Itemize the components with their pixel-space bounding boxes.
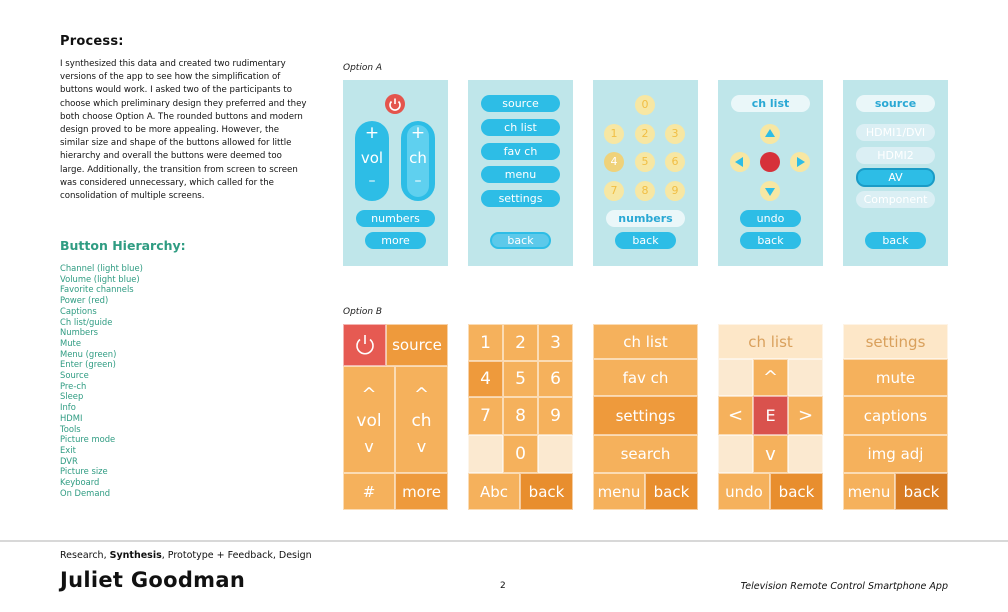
option-b-screen-5 xyxy=(843,324,948,510)
list-item: Volume (light blue) xyxy=(60,273,140,284)
av-button[interactable]: AV xyxy=(856,168,935,187)
option-b-screen-2 xyxy=(468,324,573,510)
ch-up[interactable]: ^ xyxy=(413,383,430,405)
list-item: Sleep xyxy=(60,391,84,402)
list-item: Power (red) xyxy=(60,295,109,306)
img-adj-button[interactable]: img adj xyxy=(843,435,948,473)
digit-9[interactable]: 9 xyxy=(538,397,573,435)
blank-tile xyxy=(538,435,573,473)
hdmi2-button[interactable]: HDMI2 xyxy=(856,147,935,164)
menu-button[interactable]: menu xyxy=(481,166,560,183)
arrow-right-button[interactable]: > xyxy=(788,396,823,435)
list-item: Ch list/guide xyxy=(60,316,113,327)
option-b-screen-1 xyxy=(343,324,448,510)
arrow-down-icon[interactable] xyxy=(760,181,780,201)
settings-button[interactable]: settings xyxy=(481,190,560,207)
option-a-screen-1 xyxy=(343,80,448,266)
digit-8[interactable]: 8 xyxy=(503,397,538,435)
option-a-screen-4 xyxy=(718,80,823,266)
arrow-down-button[interactable]: v xyxy=(753,435,788,473)
arrow-up-button[interactable]: ^ xyxy=(753,359,788,396)
ch-list-button[interactable]: ch list xyxy=(593,324,698,359)
power-icon xyxy=(352,332,378,358)
option-a-screen-5 xyxy=(843,80,948,266)
back-button[interactable]: back xyxy=(615,232,676,249)
volume-rocker[interactable] xyxy=(343,366,395,473)
digit-3[interactable]: 3 xyxy=(665,124,685,144)
abc-button[interactable]: Abc xyxy=(468,473,520,510)
undo-button[interactable]: undo xyxy=(718,473,770,510)
list-item: Picture mode xyxy=(60,434,116,445)
digit-1[interactable]: 1 xyxy=(604,124,624,144)
fav-ch-button[interactable]: fav ch xyxy=(481,143,560,160)
arrow-left-icon[interactable] xyxy=(730,152,750,172)
breadcrumb xyxy=(60,550,312,561)
channel-rocker[interactable] xyxy=(395,366,448,473)
blank-tile xyxy=(788,359,823,396)
list-item: On Demand xyxy=(60,487,111,498)
list-item: Mute xyxy=(60,337,81,348)
vol-up[interactable]: ^ xyxy=(361,383,377,405)
process-body: I synthesized this data and created two rudimentary versions of the app to see how the simplification of buttons would work. I asked two of the participants to choose which preliminary design they preferred and they both choose Option A. The rounded buttons and modern design proved to be more appealing. However, the similar size and shape of the buttons allowed for little hierarchy and overall the buttons were deemed too large. Additionally, the transition from screen to screen was considered unnecessary, which called for the consolidation of multiple screens. xyxy=(60,59,307,202)
digit-6[interactable]: 6 xyxy=(538,361,573,397)
enter-button[interactable]: E xyxy=(753,396,788,435)
ch-list-button[interactable]: ch list xyxy=(718,324,823,359)
list-item: Picture size xyxy=(60,466,108,477)
settings-button[interactable]: settings xyxy=(843,324,948,359)
digit-2[interactable]: 2 xyxy=(503,324,538,361)
list-item: DVR xyxy=(60,455,78,466)
ch-up[interactable]: + xyxy=(410,123,426,143)
breadcrumb-synthesis: Synthesis xyxy=(109,550,162,561)
option-a-label: Option A xyxy=(343,63,383,73)
channel-rocker[interactable] xyxy=(401,121,435,201)
list-item: Pre-ch xyxy=(60,380,87,391)
back-button[interactable]: back xyxy=(740,232,801,249)
numbers-button[interactable]: numbers xyxy=(606,210,685,227)
undo-button[interactable]: undo xyxy=(740,210,801,227)
ch-list-button[interactable]: ch list xyxy=(481,119,560,136)
more-button[interactable]: more xyxy=(365,232,426,249)
ch-down[interactable]: v xyxy=(416,436,427,456)
project-title: Television Remote Control Smartphone App xyxy=(740,581,948,592)
arrow-right-icon[interactable] xyxy=(790,152,810,172)
list-item: HDMI xyxy=(60,412,83,423)
menu-button[interactable]: menu xyxy=(843,473,895,510)
option-b-screen-4 xyxy=(718,324,823,510)
ch-list-button[interactable]: ch list xyxy=(731,95,810,112)
vol-up[interactable]: + xyxy=(364,123,380,143)
blank-tile xyxy=(788,435,823,473)
list-item: Favorite channels xyxy=(60,284,134,295)
option-a-screen-3 xyxy=(593,80,698,266)
more-button[interactable]: more xyxy=(395,473,448,510)
author-name: Juliet Goodman xyxy=(60,568,246,592)
digit-7[interactable]: 7 xyxy=(604,181,624,201)
ch-label: ch xyxy=(409,149,427,167)
digit-5[interactable]: 5 xyxy=(635,152,655,172)
button-hierarchy-heading: Button Hierarchy: xyxy=(60,238,186,253)
digit-4[interactable]: 4 xyxy=(468,361,503,397)
back-button[interactable]: back xyxy=(490,232,551,249)
digit-1[interactable]: 1 xyxy=(468,324,503,361)
option-b-label: Option B xyxy=(343,307,383,317)
vol-label: vol xyxy=(356,410,382,431)
list-item: Keyboard xyxy=(60,477,100,488)
digit-3[interactable]: 3 xyxy=(538,324,573,361)
digit-5[interactable]: 5 xyxy=(503,361,538,397)
digit-4[interactable]: 4 xyxy=(604,152,624,172)
vol-down[interactable]: – xyxy=(368,173,376,189)
fav-ch-button[interactable]: fav ch xyxy=(593,359,698,396)
numbers-button[interactable]: numbers xyxy=(356,210,435,227)
footer-divider xyxy=(0,540,1008,542)
list-item: Channel (light blue) xyxy=(60,263,143,273)
list-item: Captions xyxy=(60,305,97,316)
power-button[interactable] xyxy=(343,324,386,366)
breadcrumb-rest: , Prototype + Feedback, Design xyxy=(161,550,312,561)
blank-tile xyxy=(718,359,753,396)
back-button[interactable]: back xyxy=(770,473,823,510)
enter-icon[interactable] xyxy=(759,151,781,173)
source-button[interactable]: source xyxy=(386,324,448,366)
back-button[interactable]: back xyxy=(895,473,948,510)
component-button[interactable]: Component xyxy=(856,191,935,208)
ch-label: ch xyxy=(411,410,432,431)
captions-button[interactable]: captions xyxy=(843,396,948,435)
back-button[interactable]: back xyxy=(520,473,573,510)
page-number: 2 xyxy=(500,581,506,591)
digit-9[interactable]: 9 xyxy=(665,181,685,201)
power-icon[interactable] xyxy=(385,94,405,114)
ch-down[interactable]: – xyxy=(414,173,422,189)
list-item: Enter (green) xyxy=(60,359,116,370)
settings-button[interactable]: settings xyxy=(593,396,698,435)
breadcrumb-research: Research, xyxy=(60,550,110,561)
digit-0[interactable]: 0 xyxy=(635,95,655,115)
list-item: Menu (green) xyxy=(60,348,117,359)
blank-tile xyxy=(718,435,753,473)
search-button[interactable]: search xyxy=(593,435,698,473)
digit-2[interactable]: 2 xyxy=(635,124,655,144)
option-a-screen-2 xyxy=(468,80,573,266)
vol-down[interactable]: v xyxy=(364,436,374,456)
button-hierarchy-list xyxy=(60,263,143,498)
source-button[interactable]: source xyxy=(481,95,560,112)
digit-0[interactable]: 0 xyxy=(503,435,538,473)
arrow-left-button[interactable]: < xyxy=(718,396,753,435)
arrow-up-icon[interactable] xyxy=(760,124,780,144)
list-item: Info xyxy=(60,402,76,413)
list-item: Source xyxy=(60,370,89,381)
source-button[interactable]: source xyxy=(856,95,935,112)
vol-label: vol xyxy=(360,149,384,167)
list-item: Tools xyxy=(60,423,81,434)
list-item: Numbers xyxy=(60,327,99,338)
list-item: Exit xyxy=(60,444,76,455)
option-b-screen-3 xyxy=(593,324,698,510)
hash-button[interactable]: # xyxy=(343,473,395,510)
digit-8[interactable]: 8 xyxy=(635,181,655,201)
hdmi1-button[interactable]: HDMI1/DVI xyxy=(856,124,935,141)
process-heading: Process: xyxy=(60,34,124,49)
digit-7[interactable]: 7 xyxy=(468,397,503,435)
volume-rocker[interactable] xyxy=(355,121,389,201)
digit-6[interactable]: 6 xyxy=(665,152,685,172)
menu-button[interactable]: menu xyxy=(593,473,645,510)
blank-tile xyxy=(468,435,503,473)
back-button[interactable]: back xyxy=(645,473,698,510)
back-button[interactable]: back xyxy=(865,232,926,249)
mute-button[interactable]: mute xyxy=(843,359,948,396)
